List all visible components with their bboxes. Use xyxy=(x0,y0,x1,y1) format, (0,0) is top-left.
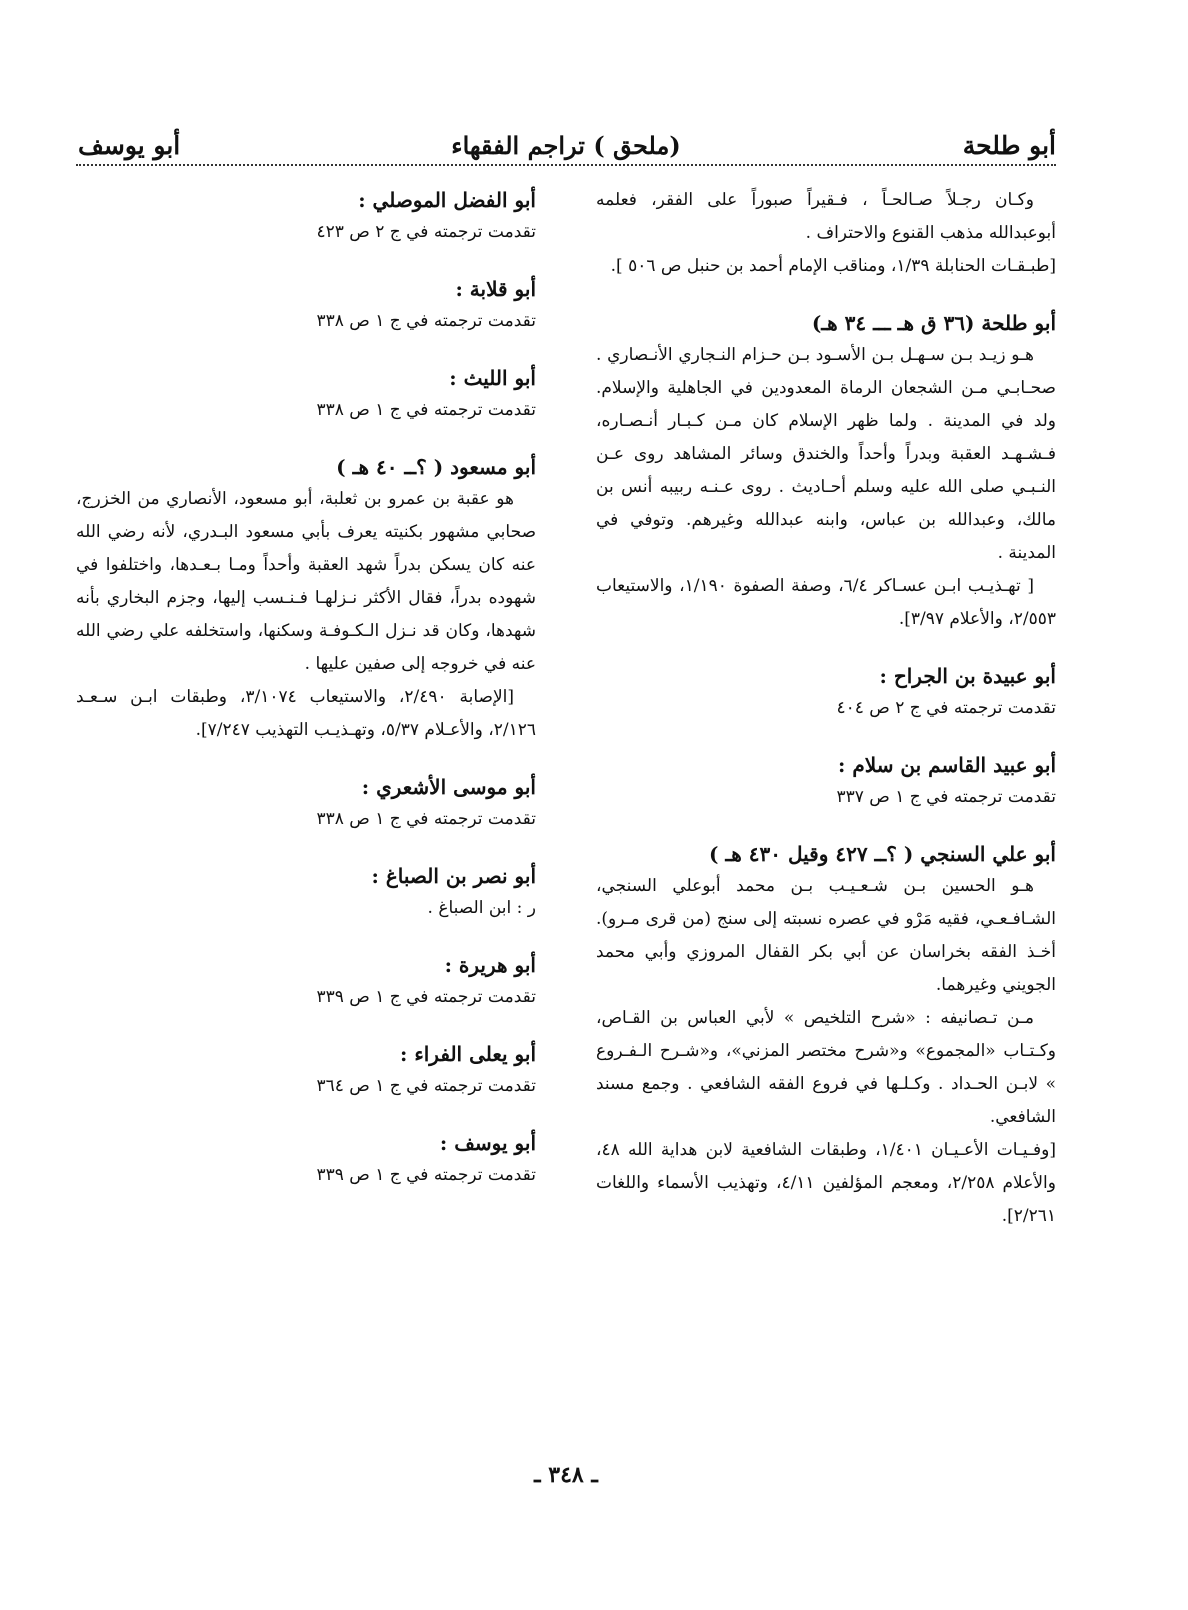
entry-cross-reference: تقدمت ترجمته في ج ١ ص ٣٣٨ xyxy=(316,311,536,331)
entry-paragraph: هـو الحسين بـن شـعـيـب بـن محمد أبوعلي السنجي، الشـافـعـي، فقيه مَرْو في عصره نسبته إلى سنج (من قرى مـرو). أخـذ الفقه بخراسان عن أبي بكر القفال المروزي وأبي محمد الجويني وغيرهما. xyxy=(596,876,1056,995)
right-column xyxy=(596,184,1056,1257)
entry-references: [طبـقـات الحنابلة ١/٣٩، ومناقب الإمام أحمد بن حنبل ص ٥٠٦ ]. xyxy=(610,256,1056,276)
entry-heading: أبو يوسف : xyxy=(439,1131,536,1155)
entry-references: [وفـيـات الأعـيـان ١/٤٠١، وطبقات الشافعية لابن هداية الله ٤٨، والأعلام ٢/٢٥٨، ومعجم المؤلفين ٤/١١، وتهذيب الأسماء واللغات ٢/٢٦١]. xyxy=(596,1140,1056,1226)
entry-heading: أبو الليث : xyxy=(449,366,536,390)
entry-paragraph: مـن تـصانيفه : «شرح التلخيص » لأبي العباس بن القـاص، وكـتـاب «المجموع» و«شرح مختصر المزني»، و«شـرح الـفـروع » لابـن الحـداد . وكـلـها في فروع الفقه الشافعي . وجمع مسند الشافعي. xyxy=(596,1008,1056,1127)
entry-references: [ تهـذيـب ابـن عسـاكر ٦/٤، وصفة الصفوة ١/١٩٠، والاستيعاب ٢/٥٥٣، والأعلام ٣/٩٧]. xyxy=(596,576,1056,629)
entry-abu-talha xyxy=(596,307,1056,636)
entry-heading: أبو يعلى الفراء : xyxy=(400,1042,536,1066)
text-columns xyxy=(76,184,1056,1414)
entry-paragraph: وكـان رجـلاً صـالحـاً ، فـقيراً صبوراً على الفقر، فعلمه أبوعبدالله مذهب القنوع والاحتراف . xyxy=(596,190,1056,243)
left-column xyxy=(76,184,536,1216)
entry-heading: أبو قلابة : xyxy=(455,277,536,301)
entry-abu-ubayda xyxy=(596,660,1056,725)
entry-abu-alfadl xyxy=(76,184,536,249)
entry-cross-reference: تقدمت ترجمته في ج ١ ص ٣٣٨ xyxy=(316,400,536,420)
entry-cross-reference: تقدمت ترجمته في ج ١ ص ٣٣٨ xyxy=(316,809,536,829)
entry-heading: أبو موسى الأشعري : xyxy=(361,775,536,799)
entry-cross-reference: تقدمت ترجمته في ج ١ ص ٣٣٧ xyxy=(836,787,1056,807)
entry-abu-qilaba xyxy=(76,273,536,338)
entry-abu-ali-alsinji xyxy=(596,838,1056,1233)
entry-cross-reference: تقدمت ترجمته في ج ١ ص ٣٦٤ xyxy=(316,1076,536,1096)
entry-abu-nasr xyxy=(76,860,536,925)
entry-heading: أبو علي السنجي ( ؟ــ ٤٢٧ وقيل ٤٣٠ هـ ) xyxy=(709,842,1056,866)
entry-continued xyxy=(596,184,1056,283)
page-number: ـ ٣٤٨ ـ xyxy=(534,1462,598,1488)
entry-heading: أبو مسعود ( ؟ــ ٤٠ هـ ) xyxy=(336,455,536,479)
entry-cross-reference: تقدمت ترجمته في ج ١ ص ٣٣٩ xyxy=(316,1165,536,1185)
entry-abu-musa xyxy=(76,771,536,836)
entry-cross-reference: تقدمت ترجمته في ج ٢ ص ٤٢٣ xyxy=(316,222,536,242)
book-page xyxy=(76,110,1056,1500)
entry-abu-allayth xyxy=(76,362,536,427)
entry-paragraph: هـو زيـد بـن سـهـل بـن الأسـود بـن حـزام النـجاري الأنـصاري . صحـابـي مـن الشجعان الرماة المعدودين في الجاهلية والإسلام. ولد في المدينة . ولما ظهر الإسلام كان مـن كـبـار أنـصـاره، فـشـهـد العقبة وبدراً وأحداً والخندق وسائر المشاهد روى عـن النـبـي صلى الله عليه وسلم أحـاديث . روى عـنـه ربيبه أنس بن مالك، وعبدالله بن عباس، وابنه عبدالله وغيرهم. وتوفي في المدينة . xyxy=(596,345,1056,563)
entry-cross-reference: تقدمت ترجمته في ج ١ ص ٣٣٩ xyxy=(316,987,536,1007)
entry-abu-yusuf xyxy=(76,1127,536,1192)
entry-abu-masud xyxy=(76,451,536,747)
entry-paragraph: هو عقبة بن عمرو بن ثعلبة، أبو مسعود، الأنصاري من الخزرج، صحابي مشهور بكنيته يعرف بأبي مسعود البـدري، لأنه رضي الله عنه كان يسكن بدراً شهد العقبة وأحداً ومـا بـعـدها، واختلفوا في شهوده بدراً، فقال الأكثر نـزلهـا فـنـسب إليها، وجزم البخاري بأنه شهدها، وكان قد نـزل الـكـوفـة وسكنها، واستخلفه علي رضي الله عنه في خروجه إلى صفين عليها . xyxy=(76,489,536,674)
entry-heading: أبو نصر بن الصباغ : xyxy=(371,864,536,888)
header-title: (ملحق ) تراجم الفقهاء xyxy=(451,131,681,160)
entry-abu-yala xyxy=(76,1038,536,1103)
entry-references: [الإصابة ٢/٤٩٠، والاستيعاب ٣/١٠٧٤، وطبقات ابـن سـعـد ٢/١٢٦، والأعـلام ٥/٣٧، وتهـذيـب التهذيب ٧/٢٤٧]. xyxy=(76,687,536,740)
entry-heading: أبو هريرة : xyxy=(444,953,536,977)
entry-heading: أبو عبيد القاسم بن سلام : xyxy=(838,753,1056,777)
running-header xyxy=(76,110,1056,166)
entry-abu-ubayd xyxy=(596,749,1056,814)
entry-heading: أبو الفضل الموصلي : xyxy=(358,188,536,212)
entry-heading: أبو عبيدة بن الجراح : xyxy=(879,664,1056,688)
entry-abu-hurayra xyxy=(76,949,536,1014)
header-first-entry: أبو طلحة xyxy=(962,131,1056,160)
entry-heading: أبو طلحة (٣٦ ق هـ ـــ ٣٤ هـ) xyxy=(811,311,1056,335)
entry-cross-reference: تقدمت ترجمته في ج ٢ ص ٤٠٤ xyxy=(836,698,1056,718)
entry-cross-reference: ر : ابن الصباغ . xyxy=(427,898,536,918)
header-last-entry: أبو يوسف xyxy=(78,131,181,160)
